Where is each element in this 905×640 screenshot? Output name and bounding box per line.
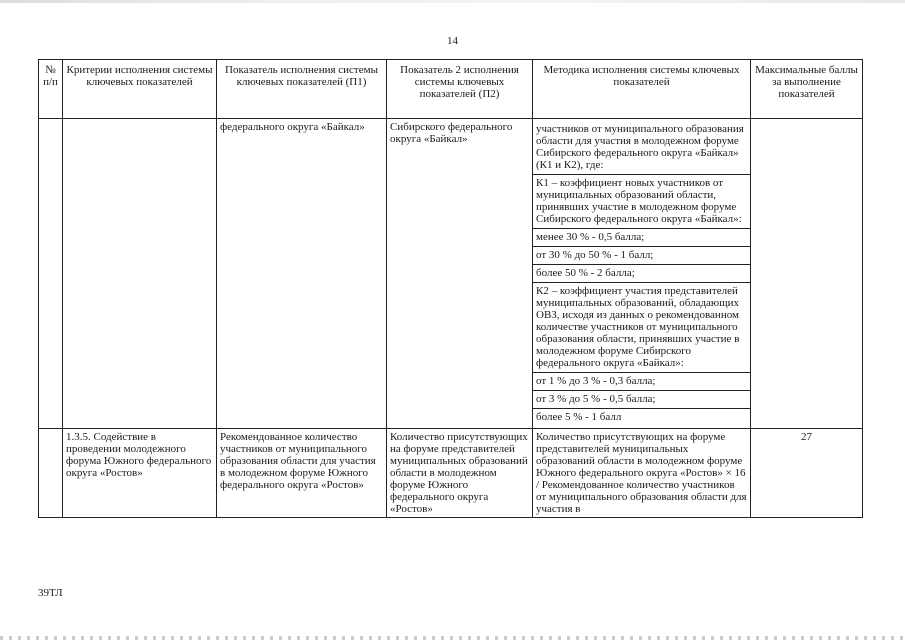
kpi-table (38, 59, 863, 518)
cell-indicator-p1: федерального округа «Байкал» (217, 119, 387, 429)
cell-max-points: 27 (751, 429, 863, 518)
header-number: № п/п (39, 60, 63, 119)
scan-artifact-top (0, 0, 905, 3)
header-criteria: Критерии исполнения системы ключевых показателей (63, 60, 217, 119)
table-header-row (39, 60, 863, 119)
cell-indicator-p1: Рекомендованное количество участников от муниципального образования области для участия в молодежном форуме Южного федерального округа «Ростов» (217, 429, 387, 518)
methodology-intro: участников от муниципального образования области для участия в молодежном форуме Сибирского федерального округа «Байкал» (К1 и К2), где: (533, 121, 750, 175)
methodology-k1-level-2: от 30 % до 50 % - 1 балл; (533, 247, 750, 265)
cell-max-points (751, 119, 863, 429)
cell-criteria (63, 119, 217, 429)
table-row (39, 429, 863, 518)
cell-number (39, 119, 63, 429)
table-row (39, 119, 863, 429)
methodology-k2-level-1: от 1 % до 3 % - 0,3 балла; (533, 373, 750, 391)
methodology-k1-level-1: менее 30 % - 0,5 балла; (533, 229, 750, 247)
cell-indicator-p2: Количество присутствующих на форуме представителей муниципальных образований области в молодежном форуме Южного федерального округа «Ростов» (387, 429, 533, 518)
methodology-k2-level-2: от 3 % до 5 % - 0,5 балла; (533, 391, 750, 409)
footer-code: 39ТЛ (38, 587, 63, 599)
methodology-k2-level-3: более 5 % - 1 балл (536, 411, 622, 423)
cell-criteria: 1.3.5. Содействие в проведении молодежного форума Южного федерального округа «Ростов» (63, 429, 217, 518)
cell-number (39, 429, 63, 518)
cell-methodology: Количество присутствующих на форуме представителей муниципальных образований области в молодежном форуме Южного федерального округа «Ростов» × 16 / Рекомендованное количество участников от муниципального образования области для участия в (533, 429, 751, 518)
header-indicator-p1: Показатель исполнения системы ключевых показателей (П1) (217, 60, 387, 119)
methodology-k2: К2 – коэффициент участия представителей муниципальных образований, обладающих ОВЗ, исходя из данных о рекомендованном количестве участников от муниципального образования области, принявших участие в молодежном форуме Сибирского федерального округа «Байкал»: (533, 283, 750, 373)
cell-indicator-p2: Сибирского федерального округа «Байкал» (387, 119, 533, 429)
header-max-points: Максимальные баллы за выполнение показателей (751, 60, 863, 119)
methodology-k1: К1 – коэффициент новых участников от муниципальных образований области, принявших участие в молодежном форуме Сибирского федерального округа «Байкал»: (533, 175, 750, 229)
header-methodology: Методика исполнения системы ключевых показателей (533, 60, 751, 119)
methodology-k1-level-3: более 50 % - 2 балла; (533, 265, 750, 283)
scan-artifact-bottom (0, 636, 905, 640)
header-indicator-p2: Показатель 2 исполнения системы ключевых показателей (П2) (387, 60, 533, 119)
cell-methodology (533, 119, 751, 429)
page-number: 14 (447, 35, 458, 47)
